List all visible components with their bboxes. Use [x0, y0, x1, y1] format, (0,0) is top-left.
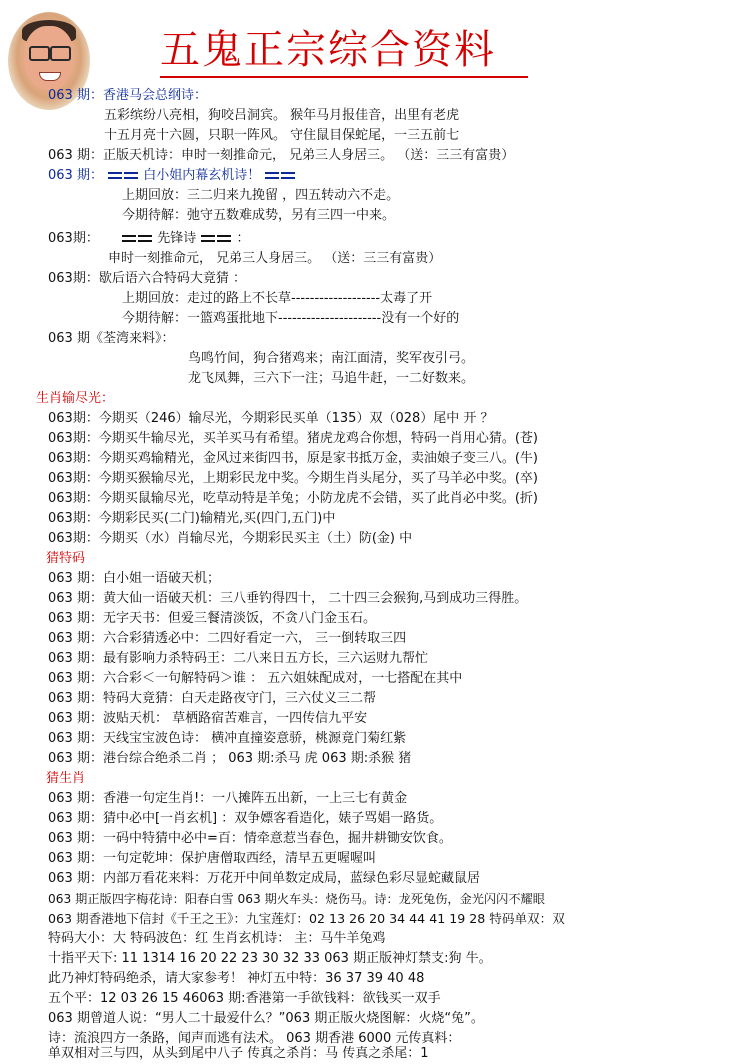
s4-line-7: 063 期香港地下信封《千王之王》：九宝莲灯：02 13 26 20 34 44 41 19 28 特码单双：双 [48, 911, 565, 926]
s2-line-2: 063期：今期买牛输尽光，买羊买马有希望。猪虎龙鸡合你想，特码一肖用心猜。(苍) [48, 431, 538, 446]
s4-line-1: 063 期：香港一句定生肖!：一八摊阵五出新，一上三七有黄金 [48, 791, 408, 806]
s4-line-14: 单双相对三与四，从头到尾中八子 传真之杀肖：马 传真之杀尾：1 [48, 1046, 429, 1061]
s1-line-11: 上期回放：走过的路上不长草-------------------太毒了开 [122, 291, 433, 306]
double-bar-icon [281, 172, 295, 179]
s3-line-9: 063 期：天线宝宝波色诗： 横冲直撞姿意骄，桃源竟门菊红紫 [48, 731, 407, 746]
s3-line-10: 063 期：港台综合绝杀二肖 ； 063 期:杀马 虎 063 期:杀猴 猪 [48, 751, 412, 766]
page-title: 五鬼正宗综合资料 [160, 27, 496, 73]
double-bar-icon [108, 172, 122, 179]
avatar-glasses-left [29, 46, 50, 61]
s1-line-5-text: 白小姐内幕玄机诗！ [143, 168, 261, 183]
s2-line-6: 063期：今期彩民买(二门)输精光,买(四门,五门)中 [48, 511, 336, 526]
s2-line-3: 063期：今期买鸡输精光，金风过来街四书，原是家书抵万金，卖油娘子变三八。(牛) [48, 451, 538, 466]
section-heading-guess-number: 猜特码 [46, 551, 86, 566]
s4-line-10: 此乃神灯特码绝杀，请大家参考！ 神灯五中特：36 37 39 40 48 [48, 971, 425, 986]
s1-line-4: 063 期：正版天机诗：申时一刻推命元， 兄弟三人身居三。 （送：三三有富贵） [48, 148, 515, 163]
s1-line-5-prefix: 063 期： [48, 168, 103, 183]
title-underline [160, 76, 528, 78]
s4-line-5: 063 期：内部万看花来料：万花开中间单数定成局，蓝绿色彩尽显蛇藏鼠居 [48, 871, 480, 886]
s3-line-8: 063 期：波贴天机： 草栖路宿苦难言，一四传信九平安 [48, 711, 368, 726]
s2-line-1: 063期：今期买（246）输尽光，今期彩民买单（135）双（028）尾中 开 ？ [48, 411, 494, 426]
s3-line-6: 063 期：六合彩＜一句解特码＞谁 ： 五六姐妹配成对，一七搭配在其中 [48, 671, 463, 686]
s1-line-8-text: 先锋诗 [157, 231, 197, 246]
s1-line-9: 申时一刻推命元， 兄弟三人身居三。 （送：三三有富贵） [108, 251, 442, 266]
s2-line-4: 063期：今期买猴输尽光，上期彩民龙中奖。今期生肖头尾分，买了马羊必中奖。(卒) [48, 471, 538, 486]
s3-line-7: 063 期：特码大竟猜：白天走路夜守门，三六仗义三二帮 [48, 691, 376, 706]
avatar-glasses-right [50, 46, 71, 61]
s4-line-13: 诗：流浪四方一条路，闻声而逃有法术。 063 期香港 6000 元传真料： [48, 1031, 461, 1046]
s1-line-13: 063 期《荃湾来料》： [48, 331, 175, 346]
double-bar-icon [138, 235, 152, 242]
double-bar-icon [122, 235, 136, 242]
s3-line-4: 063 期：六合彩猜透必中：二四好看定一六， 三一倒转取三四 [48, 631, 407, 646]
s1-line-3: 十五月亮十六圆，只职一阵风。 守住鼠目保蛇尾，一三五前七 [104, 128, 460, 143]
s3-line-3: 063 期：无字天书：但爱三餐清淡饭，不贪八门金玉石。 [48, 611, 376, 626]
s2-line-7: 063期：今期买（水）肖输尽光，今期彩民买主（土）防(金) 中 [48, 531, 413, 546]
s1-line-7: 今期待解：弛守五数难成势，另有三四一中来。 [122, 208, 396, 223]
s4-line-9: 十指平天下: 11 1314 16 20 22 23 30 32 33 063 期正版神灯禁支:狗 牛。 [48, 951, 492, 966]
s1-line-8-colon: ： [236, 231, 250, 246]
double-bar-icon [217, 235, 231, 242]
s1-line-8-prefix: 063期： [48, 231, 99, 246]
section-heading-guess-zodiac: 猜生肖 [46, 771, 86, 786]
s3-line-5: 063 期：最有影响力杀特码王：二八来日五方长，三六运财九帮忙 [48, 651, 428, 666]
s1-line-10: 063期：歇后语六合特码大竟猜 ： [48, 271, 246, 286]
s2-line-5: 063期：今期买鼠输尽光，吃草动特是羊兔；小防龙虎不会错，买了此肖必中奖。(折) [48, 491, 538, 506]
s4-line-6: 063 期正版四字梅花诗：阳春白雪 063 期火车头：烧伤马。诗：龙死兔伤，金光闪闪不耀眼 [48, 892, 545, 906]
double-bar-icon [201, 235, 215, 242]
s4-line-2: 063 期：猜中必中[一肖玄机] ：双争嫖客看造化，婊子骂娼一路货。 [48, 811, 443, 826]
s4-line-3: 063 期：一码中特猜中必中=百：情牵意惹当春色，掘井耕锄安饮食。 [48, 831, 452, 846]
s1-line-14: 鸟鸣竹间，狗合猪鸡来；南江面清，奖军夜引弓。 [188, 351, 475, 366]
s4-line-11: 五个平：12 03 26 15 46063 期:香港第一手欲钱料：欲钱买一双手 [48, 991, 441, 1006]
s3-line-1: 063 期：白小姐一语破天机； [48, 571, 220, 586]
double-bar-icon [124, 172, 138, 179]
s1-line-6: 上期回放：三二归来九挽留 ，四五转动六不走。 [122, 188, 400, 203]
s4-line-12: 063 期曾道人说：“男人二十最爱什么？”063 期正版火烧图解：火烧“兔”。 [48, 1011, 484, 1026]
s1-line-8 [48, 229, 250, 249]
s1-line-15: 龙飞凤舞，三六下一注；马追牛赶，一二好数来。 [188, 371, 475, 386]
section-heading-zodiac-lose: 生肖输尽光： [36, 391, 115, 406]
s1-line-2: 五彩缤纷八亮相，狗咬吕洞宾。 猴年马月报佳音，出里有老虎 [104, 108, 460, 123]
s1-line-12: 今期待解：一篮鸡蛋批地下----------------------没有一个好的 [122, 311, 460, 326]
s4-line-4: 063 期：一句定乾坤：保护唐僧取西经，清早五更喔喔叫 [48, 851, 376, 866]
s4-line-8: 特码大小：大 特码波色：红 生肖玄机诗： 主：马牛羊兔鸡 [48, 931, 386, 946]
s1-line-5 [48, 166, 296, 186]
s3-line-2: 063 期：黄大仙一语破天机：三八垂钓得四十， 二十四三会猴狗,马到成功三得胜。 [48, 591, 528, 606]
double-bar-icon [265, 172, 279, 179]
s1-line-1: 063 期：香港马会总纲诗： [48, 88, 207, 103]
